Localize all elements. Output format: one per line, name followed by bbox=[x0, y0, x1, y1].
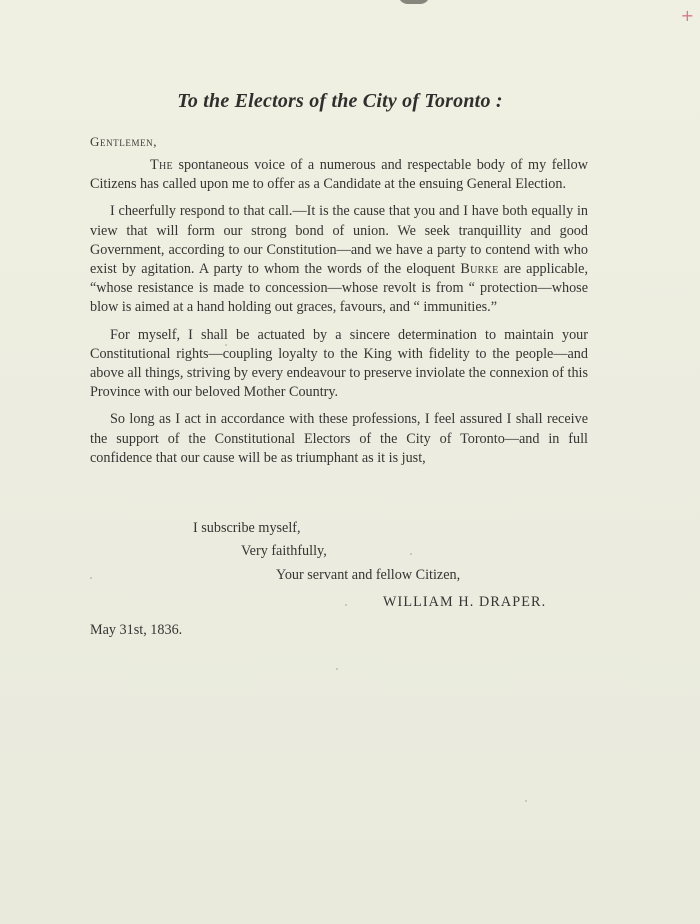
paragraph-2-text-before: I cheerfully respond to that call.—It is the cause that you and I have both equally in view that will form our strong bond of union. We seek tranquillity and good Government, according to our Constitution—and we have a party to contend with who exist by agitation. A party to whom the words of the eloquent bbox=[90, 203, 588, 278]
paper-speck bbox=[90, 577, 92, 579]
paragraph-1-text: spontaneous voice of a numerous and respectable body of my fellow Citizens has called upon me to offer as a Candidate at the ensuing General Election. bbox=[90, 157, 588, 193]
closing-line-2: Very faithfully, bbox=[241, 543, 327, 559]
closing-line-3: Your servant and fellow Citizen, bbox=[276, 567, 461, 583]
paragraph-2-name: Burke bbox=[460, 261, 499, 278]
document-title: To the Electors of the City of Toronto : bbox=[177, 90, 503, 112]
paragraph-4: So long as I act in accordance with these professions, I feel assured I shall receive the support of the Constitutional Electors of the City of Toronto—and in full confidence that our cause will be as triumphant as it is just, bbox=[90, 411, 588, 466]
top-edge-mark bbox=[398, 0, 430, 4]
paragraph-2 bbox=[90, 202, 588, 317]
paragraph-3: For myself, I shall be actuated by a sincere determination to maintain your Constitutional rights—coupling loyalty to the King with fidelity to the people—and above all things, striving by every endeavour to preserve inviolate the connexion of this Province with our beloved Mother Country. bbox=[90, 326, 589, 401]
document-body bbox=[90, 156, 588, 476]
closing-line-1: I subscribe myself, bbox=[193, 520, 301, 536]
paragraph-1-lead: The bbox=[150, 157, 173, 173]
salutation: Gentlemen, bbox=[90, 134, 158, 149]
paper-speck bbox=[336, 668, 338, 670]
paper-speck bbox=[225, 344, 227, 346]
paper-speck bbox=[525, 800, 527, 802]
paragraph-2-text-after: are applicable, “whose resistance is made to concession—whose revolt is from “ protection—whose blow is aimed at a hand holding out graces, favours, and “ immunities.” bbox=[90, 261, 588, 316]
paper-speck bbox=[410, 553, 412, 555]
paper-speck bbox=[345, 604, 347, 606]
signature: WILLIAM H. DRAPER. bbox=[383, 594, 547, 610]
document-date: May 31st, 1836. bbox=[90, 622, 183, 638]
corner-pencil-mark: + bbox=[680, 6, 694, 25]
paragraph-1 bbox=[90, 156, 588, 194]
